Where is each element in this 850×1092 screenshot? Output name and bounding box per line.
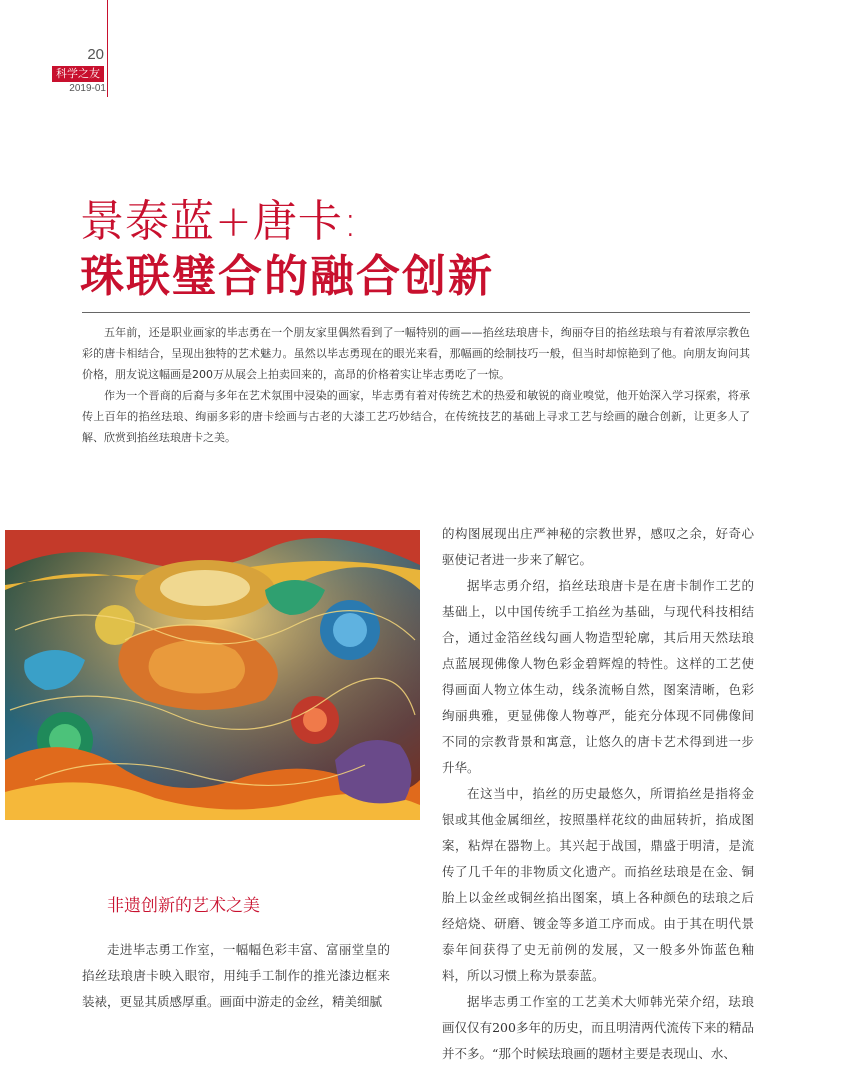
intro-paragraph: 五年前，还是职业画家的毕志勇在一个朋友家里偶然看到了一幅特别的画——掐丝珐琅唐卡，绚丽夺目的掐丝珐琅与有着浓厚宗教色彩的唐卡相结合，呈现出独特的艺术魅力。虽然以毕志勇现在的眼光来看，那幅画的绘制技巧一般，但当时却惊艳到了他。向朋友询问其价格，朋友说这幅画是200万从展会上拍卖回来的，高昂的价格着实让毕志勇吃了一惊。 xyxy=(82,326,750,381)
intro-text xyxy=(82,322,750,448)
section-heading: 非遗创新的艺术之美 xyxy=(107,896,260,916)
left-column xyxy=(82,937,390,1015)
header-rule xyxy=(107,0,108,97)
title-line-2: 珠联璧合的融合创新 xyxy=(80,251,494,302)
title-divider xyxy=(82,312,750,313)
magazine-tag: 科学之友 xyxy=(52,66,104,82)
body-paragraph: 据毕志勇工作室的工艺美术大师韩光荣介绍，珐琅画仅仅有200多年的历史，而且明清两代流传下来的精品并不多。“那个时候珐琅画的题材主要是表现山、水、 xyxy=(442,994,754,1061)
title-line-1: 景泰蓝+唐卡: xyxy=(80,196,359,247)
body-paragraph: 的构图展现出庄严神秘的宗教世界，感叹之余，好奇心驱使记者进一步来了解它。 xyxy=(442,526,754,567)
issue-date: 2019-01 xyxy=(69,83,106,94)
thangka-illustration xyxy=(5,530,420,820)
right-column xyxy=(442,521,754,1067)
body-paragraph: 在这当中，掐丝的历史最悠久，所谓掐丝是指将金银或其他金属细丝，按照墨样花纹的曲屈转折，掐成图案，粘焊在器物上。其兴起于战国，鼎盛于明清，是流传了几千年的非物质文化遗产。而掐丝珐琅是在金、铜胎上以金丝或铜丝掐出图案，填上各种颜色的珐琅之后经焙烧、研磨、镀金等多道工序而成。由于其在明代景泰年间获得了史无前例的发展，又一般多外饰蓝色釉料，所以习惯上称为景泰蓝。 xyxy=(442,786,754,983)
page-number: 20 xyxy=(87,46,104,63)
intro-paragraph: 作为一个晋商的后裔与多年在艺术氛围中浸染的画家，毕志勇有着对传统艺术的热爱和敏锐的商业嗅觉，他开始深入学习探索，将承传上百年的掐丝珐琅、绚丽多彩的唐卡绘画与古老的大漆工艺巧妙结合，在传统技艺的基础上寻求工艺与绘画的融合创新，让更多人了解、欣赏到掐丝珐琅唐卡之美。 xyxy=(82,389,750,444)
body-paragraph: 据毕志勇介绍，掐丝珐琅唐卡是在唐卡制作工艺的基础上，以中国传统手工掐丝为基础，与现代科技相结合，通过金箔丝线勾画人物造型轮廓，其后用天然珐琅点蓝展现佛像人物色彩金碧辉煌的特性。这样的工艺使得画面人物立体生动，线条流畅自然，图案清晰，色彩绚丽典雅，更显佛像人物尊严，能充分体现不同佛像间不同的宗教背景和寓意，让悠久的唐卡艺术得到进一步升华。 xyxy=(442,578,754,775)
body-paragraph: 走进毕志勇工作室，一幅幅色彩丰富、富丽堂皇的掐丝珐琅唐卡映入眼帘，用纯手工制作的推光漆边框来装裱，更显其质感厚重。画面中游走的金丝，精美细腻 xyxy=(82,942,390,1009)
thangka-photo xyxy=(5,530,420,820)
